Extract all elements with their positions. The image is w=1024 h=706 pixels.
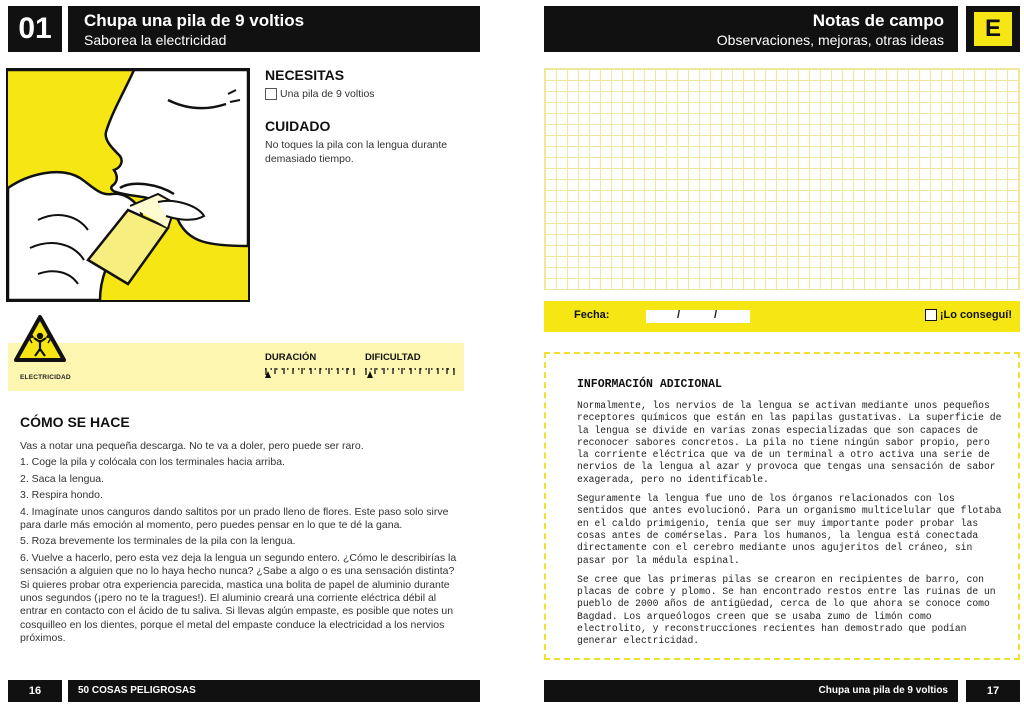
difficulty-label: DIFICULTAD xyxy=(365,352,421,363)
howto-step: 5. Roza brevemente los terminales de la pila con la lengua. xyxy=(20,535,296,548)
achieved-label: ¡Lo conseguí! xyxy=(939,309,1012,321)
needs-heading: NECESITAS xyxy=(265,67,345,83)
additional-info-box xyxy=(544,352,1020,660)
achieved-checkbox[interactable] xyxy=(925,309,937,321)
date-field[interactable] xyxy=(646,310,750,323)
battery-tongue-illustration xyxy=(6,68,250,302)
info-paragraph: Se cree que las primeras pilas se crearon en recipientes de barro, con placas de cobre y plomo. Se han encontrado restos entre las ruinas de un pueblo de 2000 años de antigüedad, cerca de lo que ahora se conoce como Bagdad. Los arqueólogos creen que se usaba zumo de limón como electrolito, y reconstrucciones recientes han demostrado que podían generar electricidad. xyxy=(577,573,996,647)
notes-grid[interactable] xyxy=(544,68,1020,290)
date-separator: / xyxy=(677,309,681,321)
activity-title-footer: Chupa una pila de 9 voltios xyxy=(544,680,958,702)
difficulty-marker xyxy=(367,371,373,378)
hazard-label: ELECTRICIDAD xyxy=(20,374,71,381)
caution-heading: CUIDADO xyxy=(265,118,331,134)
activity-header xyxy=(68,6,480,52)
needs-item-label: Una pila de 9 voltios xyxy=(280,88,375,100)
achieved-check[interactable] xyxy=(925,309,1012,321)
activity-subtitle: Saborea la electricidad xyxy=(84,32,227,48)
needs-item xyxy=(265,88,375,100)
howto-step: 4. Imagínate unos canguros dando saltitos por un prado lleno de flores. Este paso solo sirve para darle más emoción al momento, pero puedes pensar en lo que te dé la gana. xyxy=(20,505,449,532)
duration-label: DURACIÓN xyxy=(265,352,317,363)
duration-meter xyxy=(265,366,355,378)
activity-number: 01 xyxy=(8,6,62,52)
info-paragraph: Normalmente, los nervios de la lengua se activan mediante unos pequeños receptores químicos que están en las papilas gustativas. La superficie de la lengua se divide en varias zonas especializadas que son capaces de reconocer sabores concretos. La pila no tiene ningún sabor propio, pero la corriente eléctrica que va de un terminal a otro activa una serie de nervios de la lengua al azar y provoca que tengas una sensación de sabor exagerada, pero no identificable. xyxy=(577,400,1002,485)
page-number-right: 17 xyxy=(966,680,1020,702)
activity-title: Chupa una pila de 9 voltios xyxy=(84,11,305,30)
section-letter: E xyxy=(974,12,1012,46)
info-heading: INFORMACIÓN ADICIONAL xyxy=(577,378,722,391)
electricity-warning-icon xyxy=(14,314,66,364)
howto-step: 3. Respira hondo. xyxy=(20,489,103,502)
notes-subtitle: Observaciones, mejoras, otras ideas xyxy=(716,32,944,48)
howto-step: 6. Vuelve a hacerlo, pero esta vez deja la lengua un segundo entero. ¿Cómo le describirías la sensación a alguien que no lo haya hecho nunca? ¿Sabe a algo o es una sensación distinta? Si quieres probar otra experiencia parecida, mastica una bolita de papel de aluminio durante unos segundos (¡pero no te la tragues!). El aluminio creará una corriente eléctrica débil al entrar en contacto con el ácido de tu saliva. Si llevas algún empaste, es posible que notes un cosquilleo en los dientes, porque el metal del empaste conduce la electricidad a los nervios próximos. xyxy=(20,551,457,645)
info-paragraph: Seguramente la lengua fue uno de los órganos relacionados con los sentidos que antes evolucionó. Para un organismo multicelular que flotaba en el caldo primigenio, tenía que ser muy importante poder probar las cosas antes de comérselas. Para los humanos, la lengua está conectada directamente con el cerebro mediante unos agujeritos del cráneo, sin pasar por la médula espinal. xyxy=(577,493,1002,566)
section-letter-box xyxy=(966,6,1020,52)
date-label: Fecha: xyxy=(574,309,610,321)
date-separator: / xyxy=(714,309,718,321)
right-page xyxy=(512,0,1024,706)
difficulty-meter xyxy=(365,366,455,378)
notes-title: Notas de campo xyxy=(812,11,944,30)
howto-step: 2. Saca la lengua. xyxy=(20,472,105,485)
date-strip xyxy=(544,301,1020,332)
page-number-left: 16 xyxy=(8,680,62,702)
needs-checkbox[interactable] xyxy=(265,88,277,100)
howto-heading: CÓMO SE HACE xyxy=(20,414,130,430)
caution-text: No toques la pila con la lengua durante demasiado tiempo. xyxy=(265,139,448,165)
notes-header xyxy=(544,6,958,52)
howto-step: 1. Coge la pila y colócala con los terminales hacia arriba. xyxy=(20,456,285,469)
book-title-footer: 50 COSAS PELIGROSAS xyxy=(68,680,480,702)
howto-body xyxy=(20,440,464,649)
howto-paragraph: Vas a notar una pequeña descarga. No te va a doler, pero puede ser raro. xyxy=(20,440,364,452)
